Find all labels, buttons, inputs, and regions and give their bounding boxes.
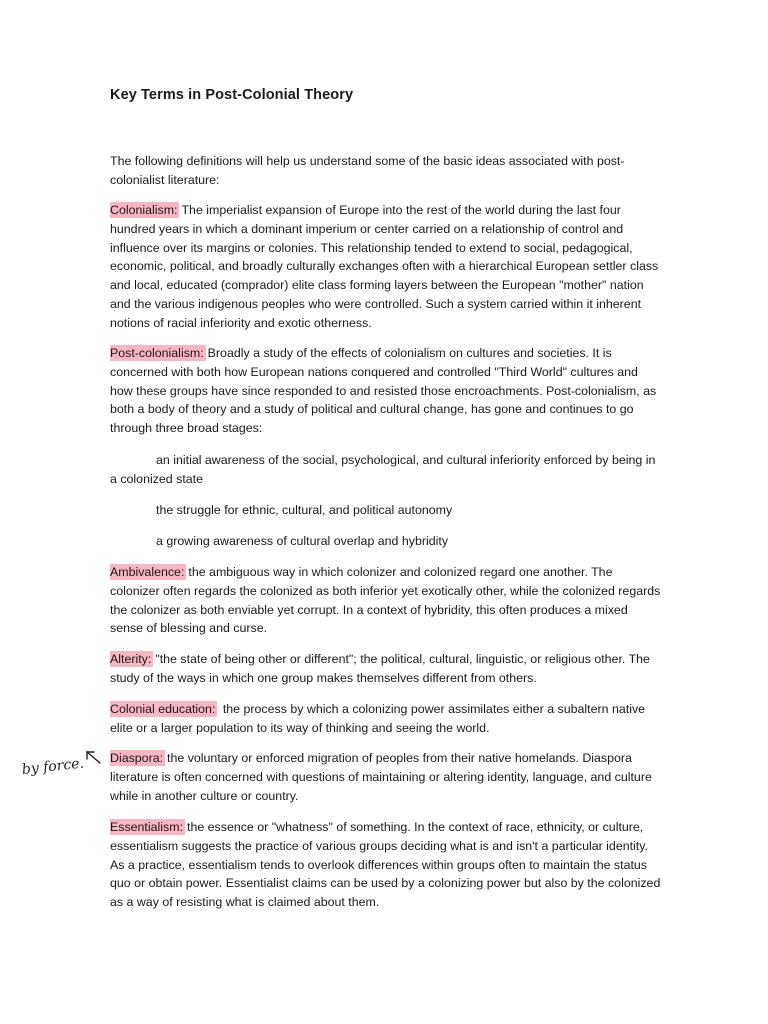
- stage-item: an initial awareness of the social, psychological, and cultural inferiority enforced by being in a colonized state: [110, 453, 656, 486]
- definition-colonialism: [110, 201, 662, 333]
- definition-diaspora-text: the voluntary or enforced migration of peoples from their native homelands. Diaspora literature is often concerned with questions of maintaining or altering identity, language, and culture while in another culture or country.: [110, 751, 652, 803]
- definition-colonial-education-text: the process by which a colonizing power assimilates either a subaltern native elite or a larger population to its way of thinking and seeing the world.: [110, 702, 646, 735]
- definition-colonial-education: [110, 700, 662, 738]
- intro-paragraph: The following definitions will help us understand some of the basic ideas associated with post-colonialist literature:: [110, 154, 625, 187]
- definition-postcolonialism: [110, 344, 662, 438]
- term-essentialism: Essentialism:: [110, 820, 183, 834]
- handwritten-note: by force.: [21, 755, 85, 778]
- definition-alterity: [110, 650, 662, 688]
- stage-item: a growing awareness of cultural overlap and hybridity: [156, 534, 449, 548]
- term-diaspora: Diaspora:: [110, 751, 164, 765]
- term-ambivalence: Ambivalence:: [110, 565, 185, 579]
- definition-postcolonialism-text: Broadly a study of the effects of colonialism on cultures and societies. It is concerned with both how European nations conquered and controlled "Third World" cultures and how these groups have since responded to and resisted those encroachments. Post-colonialism, as both a body of theory and a study of political and cultural change, has gone and continues to go through three broad stages:: [110, 346, 657, 436]
- term-postcolonialism: Post-colonialism:: [110, 346, 204, 360]
- page-title: Key Terms in Post-Colonial Theory: [110, 87, 354, 103]
- definition-colonialism-text: The imperialist expansion of Europe into the rest of the world during the last four hundred years in which a dominant imperium or center carried on a relationship of control and influence over its margins or colonies. This relationship tended to extend to social, pedagogical, economic, political, and broadly culturally exchanges often with a hierarchical European settler class and local, educated (comprador) elite class forming layers between the European "mother" nation and the various indigenous peoples who were controlled. Such a system carried within it inherent notions of racial inferiority and exotic otherness.: [110, 203, 659, 330]
- document-page: [110, 0, 662, 1024]
- definition-essentialism-text: the essence or "whatness" of something. In the context of race, ethnicity, or culture, essentialism suggests the practice of various groups deciding what is and isn't a particular identity. As a practice, essentialism tends to overlook differences within groups often to maintain the status quo or obtain power. Essentialist claims can be used by a colonizing power but also by the colonized as a way of resisting what is claimed about them.: [110, 820, 661, 910]
- handwritten-arrow-icon: [84, 748, 104, 766]
- term-alterity: Alterity:: [110, 652, 152, 666]
- definition-ambivalence-text: the ambiguous way in which colonizer and colonized regard one another. The colonizer often regards the colonized as both inferior yet exotically other, while the colonized regards the colonizer as both enviable yet corrupt. In a context of hybridity, this often produces a mixed sense of blessing and curse.: [110, 565, 661, 636]
- definition-essentialism: [110, 818, 662, 912]
- definition-diaspora: [110, 749, 662, 805]
- term-colonialism: Colonialism:: [110, 203, 178, 217]
- term-colonial-education: Colonial education:: [110, 702, 216, 716]
- definition-alterity-text: "the state of being other or different"; the political, cultural, linguistic, or religious other. The study of the ways in which one group makes themselves different from others.: [110, 652, 650, 685]
- definition-ambivalence: [110, 563, 662, 638]
- stage-item: the struggle for ethnic, cultural, and political autonomy: [156, 503, 453, 517]
